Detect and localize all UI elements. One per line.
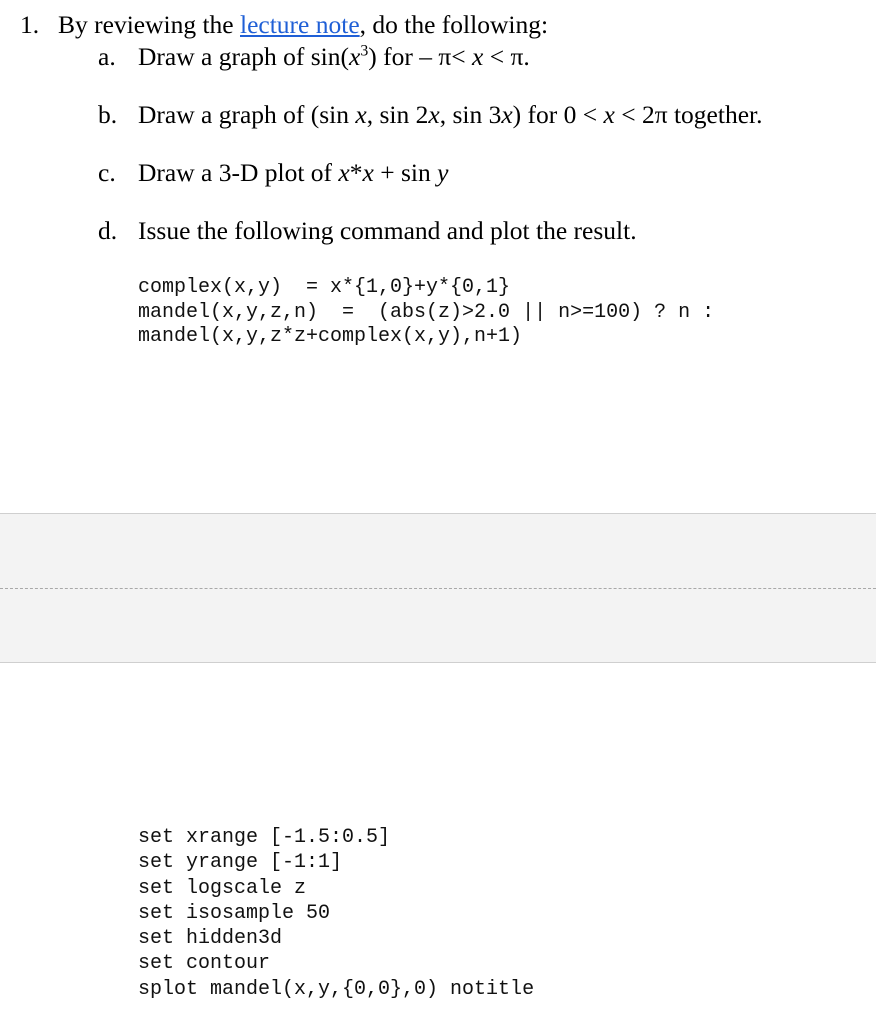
intro-text-after-link: , do the following: bbox=[359, 10, 549, 39]
code-line: mandel(x,y,z,n) = (abs(z)>2.0 || n>=100) ? n : bbox=[138, 300, 715, 324]
item-b-text: Draw a graph of (sin x, sin 2x, sin 3x) for 0 < x < 2π together. bbox=[138, 100, 763, 129]
item-d-letter: d. bbox=[98, 216, 118, 245]
lecture-note-link[interactable]: lecture note bbox=[240, 10, 360, 39]
function-definition-code bbox=[138, 276, 714, 350]
item-a-text: Draw a graph of $\sin(x^3)$ for – π< x < π. bbox=[138, 42, 530, 71]
page-break-band-bottom bbox=[0, 588, 876, 663]
code-line: set isosample 50 bbox=[138, 901, 331, 925]
question-number: 1. bbox=[20, 10, 40, 39]
item-d-text: Issue the following command and plot the result. bbox=[138, 216, 637, 245]
item-c-letter: c. bbox=[98, 158, 116, 187]
code-line: set logscale z bbox=[138, 876, 307, 900]
code-line: set hidden3d bbox=[138, 927, 283, 951]
code-line: set contour bbox=[138, 952, 271, 976]
item-b-letter: b. bbox=[98, 100, 118, 129]
intro-text-before-link: By reviewing the bbox=[58, 10, 240, 39]
code-line: set xrange [-1.5:0.5] bbox=[138, 826, 391, 849]
code-line: complex(x,y) = x*{1,0}+y*{0,1} bbox=[138, 276, 511, 299]
plot-commands-code bbox=[138, 825, 534, 1002]
code-line: set yrange [-1:1] bbox=[138, 851, 343, 875]
code-line: splot mandel(x,y,{0,0},0) notitle bbox=[138, 977, 535, 1001]
item-a-letter: a. bbox=[98, 42, 116, 71]
code-line: mandel(x,y,z*z+complex(x,y),n+1) bbox=[138, 325, 523, 348]
question-intro bbox=[58, 10, 548, 40]
item-c-text: Draw a 3-D plot of x*x + sin y bbox=[138, 158, 449, 187]
page-break-band-top bbox=[0, 513, 876, 588]
